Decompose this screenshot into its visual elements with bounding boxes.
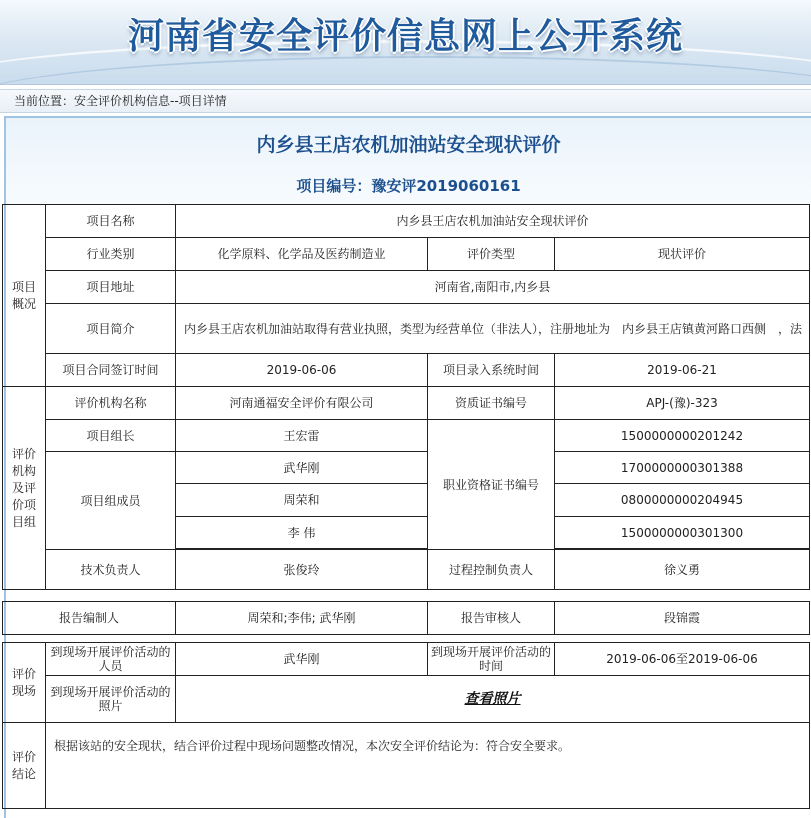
table-row [3, 238, 810, 271]
row-spacer [3, 635, 810, 643]
leader-name: 王宏雷 [176, 420, 428, 452]
table-row [3, 590, 810, 602]
member-name: 武华刚 [176, 452, 428, 484]
section-label-onsite: 评价现场 [3, 643, 46, 723]
section-label-conclusion: 评价结论 [3, 723, 46, 809]
leader-cert: 1500000000201242 [555, 420, 810, 452]
row-spacer [3, 590, 810, 602]
onsite-photos-label: 到现场开展评价活动的照片 [46, 676, 176, 723]
table-row [3, 676, 810, 723]
tech-lead-value: 张俊玲 [176, 550, 428, 590]
table-row [3, 635, 810, 643]
summary-value: 内乡县王店农机加油站取得有营业执照，类型为经营单位（非法人），注册地址为 内乡县王店镇黄河路口西侧 ，法 [176, 304, 810, 354]
industry-value: 化学原料、化学品及医药制造业 [176, 238, 428, 271]
project-header [6, 118, 811, 204]
tech-lead-label: 技术负责人 [46, 550, 176, 590]
process-lead-label: 过程控制负责人 [428, 550, 555, 590]
table-row [3, 304, 810, 354]
report-author-value: 周荣和;李伟; 武华刚 [176, 602, 428, 635]
address-value: 河南省,南阳市,内乡县 [176, 271, 810, 304]
breadcrumb-text: 当前位置：安全评价机构信息--项目详情 [14, 94, 227, 108]
leader-label: 项目组长 [46, 420, 176, 452]
onsite-time-value: 2019-06-06至2019-06-06 [555, 643, 810, 676]
eval-type-value: 现状评价 [555, 238, 810, 271]
member-cert: 1700000000301388 [555, 452, 810, 484]
project-number: 项目编号：豫安评2019060161 [296, 177, 521, 195]
report-reviewer-value: 段锦霞 [555, 602, 810, 635]
site-title: 河南省安全评价信息网上公开系统 [127, 16, 683, 57]
onsite-photos-cell [176, 676, 810, 723]
member-cert: 0800000000204945 [555, 484, 810, 517]
site-banner [0, 0, 811, 85]
qualification-label: 职业资格证书编号 [428, 420, 555, 550]
address-label: 项目地址 [46, 271, 176, 304]
section-label-agency: 评价机构及评价项目组 [3, 387, 46, 590]
industry-label: 行业类别 [46, 238, 176, 271]
entry-date-label: 项目录入系统时间 [428, 354, 555, 387]
project-name-label: 项目名称 [46, 205, 176, 238]
agency-name-label: 评价机构名称 [46, 387, 176, 420]
table-row [3, 205, 810, 238]
conclusion-text: 根据该站的安全现状，结合评价过程中现场问题整改情况，本次安全评价结论为：符合安全要求。 [46, 723, 810, 809]
table-row [3, 602, 810, 635]
member-cert: 1500000000301300 [555, 517, 810, 549]
members-label: 项目组成员 [46, 452, 176, 550]
table-row [3, 452, 810, 484]
member-name: 周荣和 [176, 484, 428, 517]
table-row [3, 387, 810, 420]
cert-label: 资质证书编号 [428, 387, 555, 420]
section-label-overview: 项目概况 [3, 205, 46, 387]
onsite-personnel-value: 武华刚 [176, 643, 428, 676]
project-detail-table [2, 204, 810, 809]
eval-type-label: 评价类型 [428, 238, 555, 271]
report-reviewer-label: 报告审核人 [428, 602, 555, 635]
contract-date-value: 2019-06-06 [176, 354, 428, 387]
table-row [3, 420, 810, 452]
process-lead-value: 徐义勇 [555, 550, 810, 590]
entry-date-value: 2019-06-21 [555, 354, 810, 387]
breadcrumb [0, 89, 811, 113]
project-name-value: 内乡县王店农机加油站安全现状评价 [176, 205, 810, 238]
table-row [3, 550, 810, 590]
table-row [3, 643, 810, 676]
table-row [3, 354, 810, 387]
member-name: 李 伟 [176, 517, 428, 549]
onsite-time-label: 到现场开展评价活动的时间 [428, 643, 555, 676]
report-author-label: 报告编制人 [3, 602, 176, 635]
table-row [3, 271, 810, 304]
table-row [3, 723, 810, 809]
project-title: 内乡县王店农机加油站安全现状评价 [256, 134, 561, 156]
view-photos-link[interactable]: 查看照片 [464, 691, 521, 707]
agency-name-value: 河南通福安全评价有限公司 [176, 387, 428, 420]
cert-value: APJ-(豫)-323 [555, 387, 810, 420]
contract-date-label: 项目合同签订时间 [46, 354, 176, 387]
summary-label: 项目简介 [46, 304, 176, 354]
onsite-personnel-label: 到现场开展评价活动的人员 [46, 643, 176, 676]
